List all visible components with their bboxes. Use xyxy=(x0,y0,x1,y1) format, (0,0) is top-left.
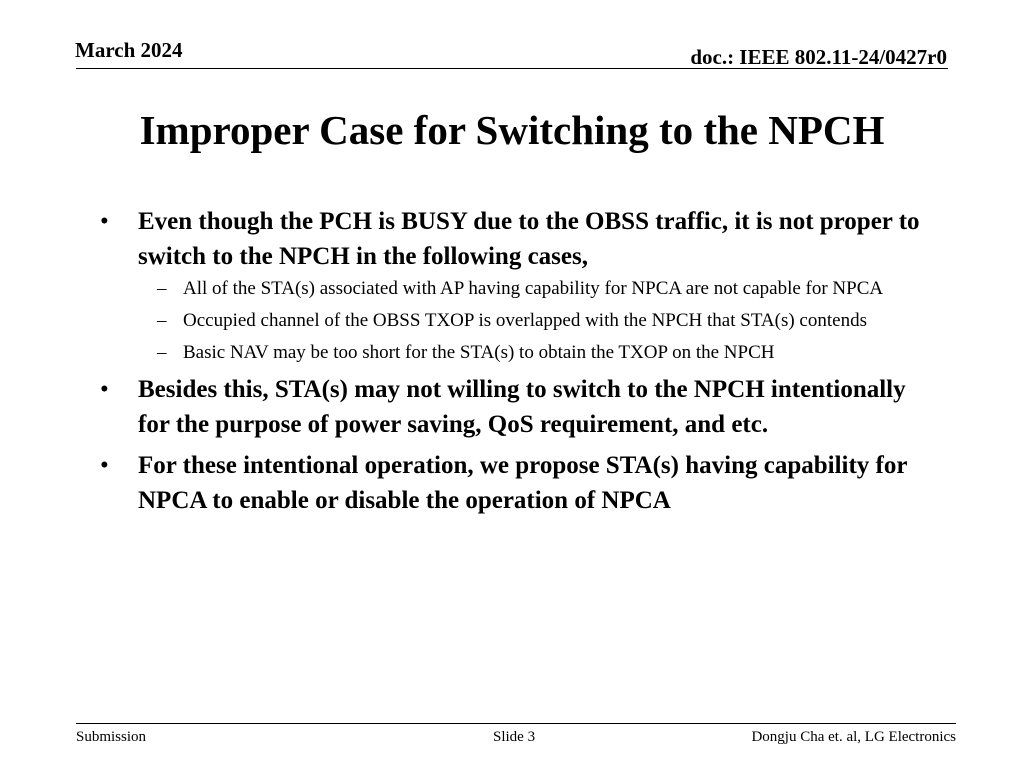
bullet-mark: • xyxy=(100,208,109,235)
header-date: March 2024 xyxy=(75,38,183,62)
header-divider xyxy=(76,68,948,69)
bullet-mark: • xyxy=(100,376,109,403)
header-doc-id: doc.: IEEE 802.11-24/0427r0 xyxy=(690,45,947,69)
bullet-item xyxy=(100,448,940,518)
bullet-text: Besides this, STA(s) may not willing to switch to the NPCH intentionally for the purpose of power saving, QoS requirement, and etc. xyxy=(138,376,906,438)
sub-bullet-list xyxy=(138,276,940,366)
bullet-list xyxy=(100,204,940,524)
sub-bullet-item xyxy=(138,340,940,366)
bullet-item xyxy=(100,372,940,442)
footer-authors: Dongju Cha et. al, LG Electronics xyxy=(751,729,956,745)
sub-bullet-mark: – xyxy=(157,310,167,331)
sub-bullet-item xyxy=(138,276,940,302)
sub-bullet-mark: – xyxy=(157,278,167,299)
footer-divider xyxy=(76,723,956,724)
bullet-text: Even though the PCH is BUSY due to the OBSS traffic, it is not proper to switch to the NPCH in the following cases, xyxy=(138,208,920,270)
sub-bullet-text: Basic NAV may be too short for the STA(s) to obtain the TXOP on the NPCH xyxy=(183,342,775,363)
bullet-text: For these intentional operation, we propose STA(s) having capability for NPCA to enable or disable the operation of NPCA xyxy=(138,452,908,514)
bullet-mark: • xyxy=(100,452,109,479)
slide-title: Improper Case for Switching to the NPCH xyxy=(139,107,885,153)
footer-submission: Submission xyxy=(76,729,147,745)
footer-slide-number: Slide 3 xyxy=(493,729,536,745)
sub-bullet-item xyxy=(138,308,940,334)
bullet-item xyxy=(100,204,940,366)
sub-bullet-text: Occupied channel of the OBSS TXOP is overlapped with the NPCH that STA(s) contends xyxy=(183,310,867,331)
sub-bullet-mark: – xyxy=(157,342,167,363)
sub-bullet-text: All of the STA(s) associated with AP having capability for NPCA are not capable for NPCA xyxy=(183,278,884,299)
